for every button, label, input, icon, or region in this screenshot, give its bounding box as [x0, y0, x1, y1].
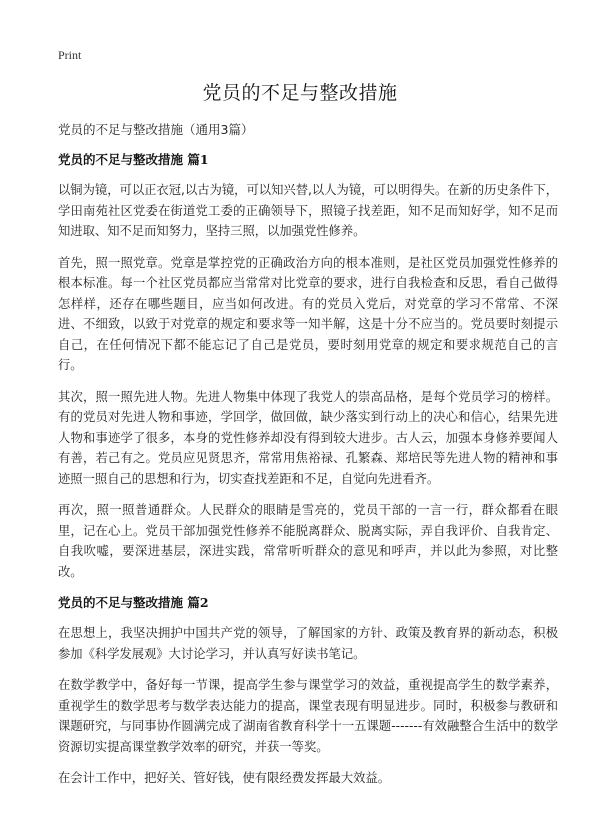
section-heading: 党员的不足与整改措施 篇2: [58, 595, 209, 610]
paragraph: 再次，照一照普通群众。人民群众的眼睛是雪亮的，党员干部的一言一行，群众都看在眼里，记在心上。党员干部加强党性修养不能脱离群众、脱离实际，弄自我评价、自我肯定、自我吹嘘，要深进基层，深进实践，常常听听群众的意见和呼声，并以此为参照，对比整改。: [58, 503, 558, 579]
paragraph: 在数学教学中，备好每一节课，提高学生参与课堂学习的效益，重视提高学生的数学素养，重视学生的数学思考与数学表达能力的提高，课堂表现有明显进步。同时，积极参与教研和课题研究，与同事协作圆满完成了湖南省教育科学十一五课题-------有效融整合生活中的数学资源切实提高课堂教学效率的研究，并获一等奖。: [58, 678, 558, 754]
document-body: [58, 150, 558, 800]
paragraph: 其次，照一照先进人物。先进人物集中体现了我党人的崇高品格，是每个党员学习的榜样。有的党员对先进人物和事迹，学回学，做回做，缺少落实到行动上的决心和信心，结果先进人物和事迹学了很多，本身的党性修养却没有得到较大进步。古人云，加强本身修养要闻人有善，若己有之。党员应见贤思齐，常常用焦裕禄、孔繁森、郑培民等先进人物的精神和事迹照一照自己的思想和行为，切实查找差距和不足，自觉向先进看齐。: [58, 389, 558, 486]
document-subtitle: 党员的不足与整改措施（通用3篇）: [58, 122, 254, 137]
section-heading: 党员的不足与整改措施 篇1: [58, 152, 209, 167]
print-link[interactable]: Print: [58, 48, 82, 62]
section-1: [58, 150, 558, 582]
paragraph: 以铜为镜，可以正衣冠,以古为镜，可以知兴替,以人为镜，可以明得失。在新的历史条件下，学田南苑社区党委在街道党工委的正确领导下，照镜子找差距，知不足而知好学，知不足而知进取、知不足而知努力，坚持三照，以加强党性修养。: [58, 183, 558, 238]
paragraph: 在思想上，我坚决拥护中国共产党的领导，了解国家的方针、政策及教育界的新动态，积极参加《科学发展观》大讨论学习，并认真写好读书笔记。: [58, 626, 558, 661]
section-2: [58, 593, 558, 789]
paragraph: 首先，照一照党章。党章是掌控党的正确政治方向的根本准则，是社区党员加强党性修养的根本标准。每一个社区党员都应当常常对比党章的要求，进行自我检查和反思，看自己做得怎样样，还存在哪些题目，应当如何改进。有的党员入党后，对党章的学习不常常、不深进、不细致，以致于对党章的规定和要求等一知半解，这是十分不应当的。党员要时刻提示自己，在任何情况下都不能忘记了自己是党员，要时刻用党章的规定和要求规范自己的言行。: [58, 255, 558, 372]
page-title: 党员的不足与整改措施: [202, 82, 398, 104]
paragraph: 在会计工作中，把好关、管好钱，使有限经费发挥最大效益。: [58, 771, 391, 785]
